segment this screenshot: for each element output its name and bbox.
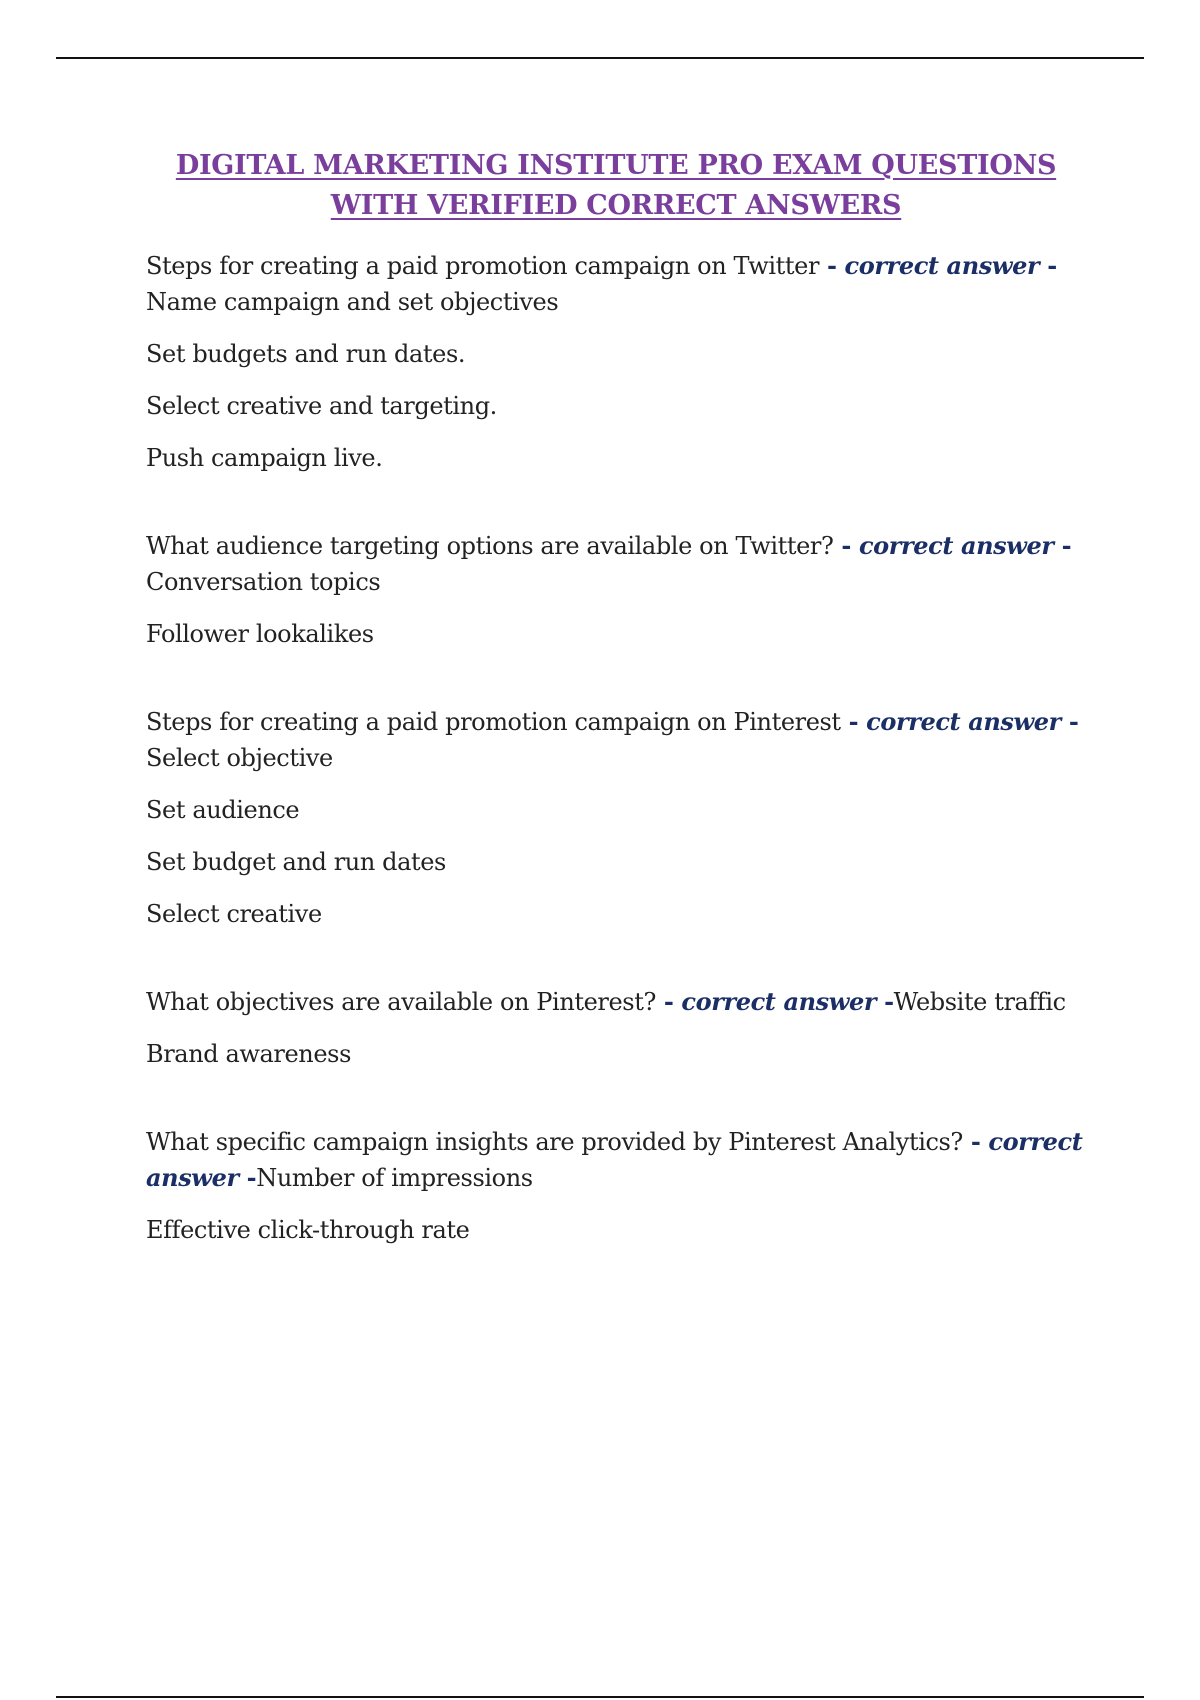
answer-line: Set audience (146, 796, 300, 824)
answer-line: Follower lookalikes (146, 620, 374, 648)
correct-answer-marker: - correct answer - (833, 531, 1072, 560)
qa-item (146, 248, 1086, 476)
answer-line: Select creative and targeting. (146, 392, 497, 420)
correct-answer-marker: - correct answer - (819, 251, 1057, 280)
answer-line: Push campaign live. (146, 444, 383, 472)
correct-answer-marker: - correct answer - (146, 1127, 1083, 1192)
correct-answer-marker: - correct answer - (840, 707, 1079, 736)
question-label: Steps for creating a paid promotion campaign on Twitter (146, 252, 820, 280)
answer-text: Website traffic (893, 988, 1066, 1016)
question-text (146, 984, 1086, 1020)
question-label: Steps for creating a paid promotion campaign on Pinterest (146, 708, 841, 736)
top-rule (56, 57, 1144, 59)
answer-line: Effective click-through rate (146, 1216, 470, 1244)
answer-line: Set budgets and run dates. (146, 340, 466, 368)
answer-text: Conversation topics (146, 568, 381, 596)
question-text (146, 1124, 1086, 1196)
question-label: What objectives are available on Pinterest? (146, 988, 656, 1016)
question-text (146, 248, 1086, 320)
qa-item (146, 984, 1086, 1072)
qa-item (146, 1124, 1086, 1248)
qa-item (146, 528, 1086, 652)
question-text (146, 528, 1086, 600)
answer-text: Select objective (146, 744, 333, 772)
answer-line: Select creative (146, 900, 322, 928)
question-label: What specific campaign insights are provided by Pinterest Analytics? (146, 1128, 963, 1156)
question-label: What audience targeting options are available on Twitter? (146, 532, 834, 560)
answer-line: Brand awareness (146, 1040, 351, 1068)
document-title: DIGITAL MARKETING INSTITUTE PRO EXAM QUESTIONS WITH VERIFIED CORRECT ANSWERS (175, 150, 1057, 221)
correct-answer-marker: - correct answer - (655, 987, 894, 1016)
answer-text: Name campaign and set objectives (146, 288, 559, 316)
answer-text: Number of impressions (256, 1164, 533, 1192)
answer-line: Set budget and run dates (146, 848, 446, 876)
question-text (146, 704, 1086, 776)
qa-item (146, 704, 1086, 932)
bottom-rule (56, 1696, 1144, 1698)
document-body (146, 146, 1086, 1248)
